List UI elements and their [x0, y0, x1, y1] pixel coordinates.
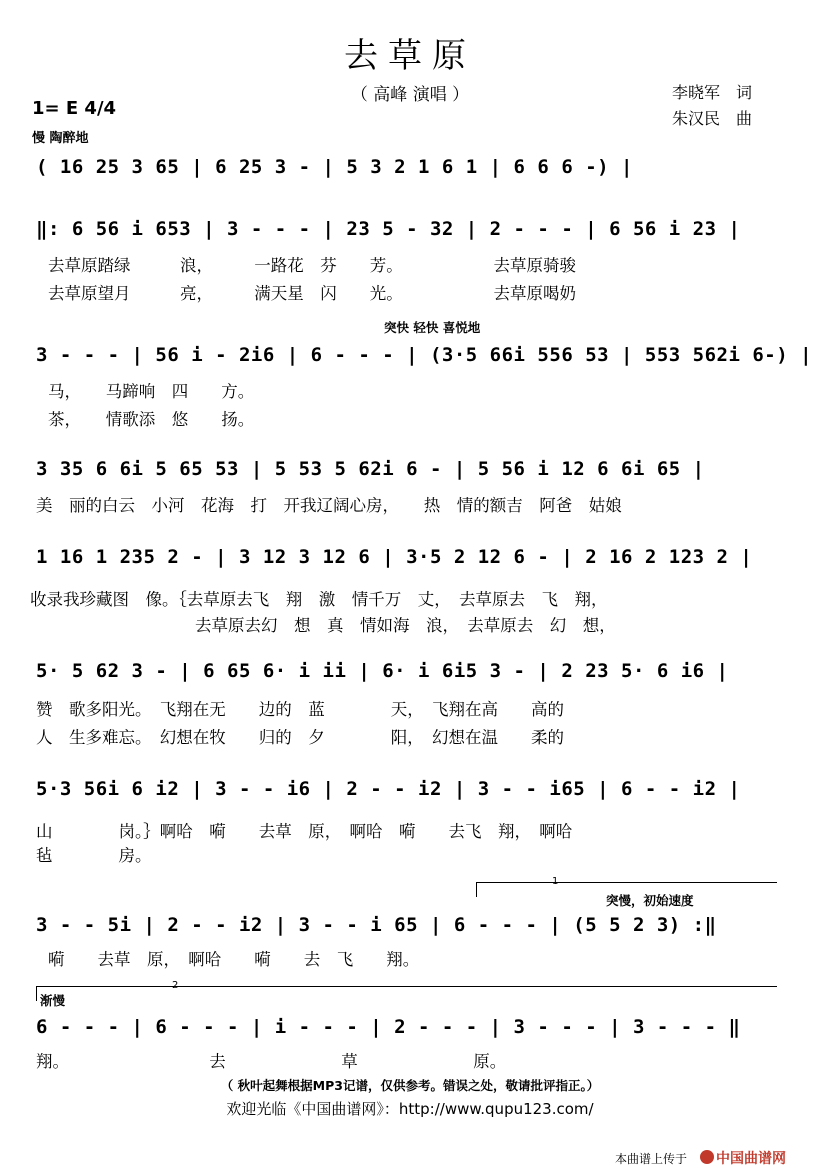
page-title: 去草原 [344, 36, 476, 76]
system-7-lyrics-verse2: 毡 房。 [36, 846, 152, 865]
system-7-lyrics-verse1: 山 岗。｝啊哈 嗬 去草 原， 啊哈 嗬 去飞 翔， 啊哈 [36, 822, 573, 841]
system-6-notes: 5· 5 62 3 - | 6 65 6· i ii | 6· i 6i5 3 - | 2 23 5· 6 i6 | [36, 660, 729, 682]
website-welcome: 欢迎光临《中国曲谱网》：http://www.qupu123.com/ [226, 1100, 594, 1118]
system-4-lyrics: 美 丽的白云 小河 花海 打 开我辽阔心房， 热 情的额吉 阿爸 姑娘 [36, 496, 622, 515]
system-3-lyrics-verse1: 马， 马蹄响 四 方。 [48, 382, 255, 401]
composer-credit: 朱汉民 曲 [672, 109, 753, 128]
system-5-lyrics-verse2: 去草原去幻 想 真 情如海 浪， 去草原去 幻 想， [30, 616, 616, 635]
tempo-change-marking: 突快 轻快 喜悦地 [384, 320, 481, 335]
system-5-notes: 1 16 1 235 2 - | 3 12 3 12 6 | 3·5 2 12 6 - | 2 16 2 123 2 | [36, 546, 753, 568]
transcription-note: （ 秋叶起舞根据MP3记谱，仅供参考。错误之处，敬请批评指正。） [220, 1078, 600, 1093]
key-signature: 1= E 4/4 [32, 98, 117, 119]
brand-name: 中国曲谱网 [716, 1151, 786, 1167]
system-6-lyrics-verse1: 赞 歌多阳光。 飞翔在无 边的 蓝 天， 飞翔在高 高的 [36, 700, 564, 719]
first-ending-tempo-text: 突慢，初始速度 [606, 893, 694, 908]
second-ending-number: 2 [172, 980, 179, 991]
system-2-lyrics-verse1: 去草原踏绿 浪， 一路花 芬 芳。 去草原骑骏 [48, 256, 576, 275]
second-ending-bracket [36, 986, 777, 1001]
first-ending-number: 1 [552, 876, 559, 887]
system-8-lyrics: 嗬 去草 原， 啊哈 嗬 去 飞 翔。 [48, 950, 420, 969]
performer-subtitle: （ 高峰 演唱 ） [350, 85, 470, 105]
system-6-lyrics-verse2: 人 生多难忘。 幻想在牧 归的 夕 阳， 幻想在温 柔的 [36, 728, 564, 747]
system-7-notes: 5·3 56i 6 i2 | 3 - - i6 | 2 - - i2 | 3 - - i65 | 6 - - i2 | [36, 778, 741, 800]
lyricist-credit: 李晓军 词 [672, 83, 753, 102]
system-5-lyrics-verse1: 收录我珍藏图 像。｛去草原去飞 翔 激 情千万 丈， 去草原去 飞 翔， [30, 590, 608, 609]
system-3-lyrics-verse2: 茶， 情歌添 悠 扬。 [48, 410, 255, 429]
system-2-notes: ‖: 6 56 i 653 | 3 - - - | 23 5 - 32 | 2 - - - | 6 56 i 23 | [36, 218, 741, 240]
tempo-marking: 慢 陶醉地 [32, 131, 89, 146]
system-1-notes: ( 16 25 3 65 | 6 25 3 - | 5 3 2 1 6 1 | 6 6 6 -) | [36, 156, 633, 178]
system-3-notes: 3 - - - | 56 i - 2i6 | 6 - - - | (3·5 66i 556 53 | 553 562i 6-) | [36, 344, 813, 366]
system-9-lyrics: 翔。 去 草 原。 [36, 1052, 507, 1071]
system-4-notes: 3 35 6 6i 5 65 53 | 5 53 5 62i 6 - | 5 56 i 12 6 6i 65 | [36, 458, 705, 480]
system-9-notes: 6 - - - | 6 - - - | i - - - | 2 - - - | 3 - - - | 3 - - - ‖ [36, 1016, 741, 1038]
ritardando-marking: 渐慢 [40, 993, 66, 1008]
system-8-notes: 3 - - 5i | 2 - - i2 | 3 - - i 65 | 6 - - - | (5 5 2 3) :‖ [36, 914, 717, 936]
brand-logo-icon [700, 1150, 714, 1164]
system-2-lyrics-verse2: 去草原望月 亮， 满天星 闪 光。 去草原喝奶 [48, 284, 576, 303]
upload-label: 本曲谱上传于 [615, 1152, 688, 1166]
